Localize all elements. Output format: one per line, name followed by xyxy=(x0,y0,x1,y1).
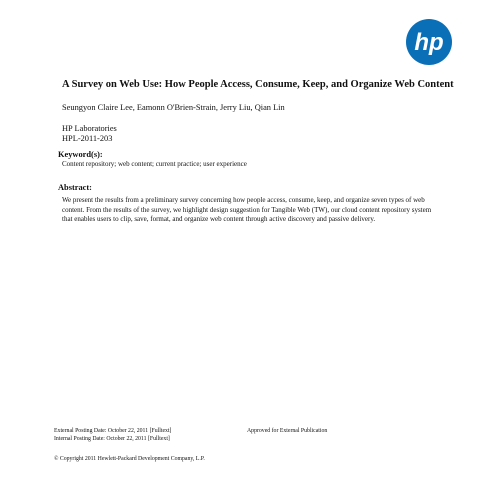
hp-logo-icon xyxy=(405,18,453,66)
paper-authors: Seungyon Claire Lee, Eamonn O'Brien-Strain, Jerry Liu, Qian Lin xyxy=(62,103,285,112)
lab-name: HP Laboratories xyxy=(62,124,117,133)
paper-title: A Survey on Web Use: How People Access, Consume, Keep, and Organize Web Content xyxy=(62,79,454,90)
keywords-text: Content repository; web content; current practice; user experience xyxy=(62,160,247,168)
abstract-heading: Abstract: xyxy=(58,183,92,192)
logo-text: hp xyxy=(414,29,444,56)
internal-posting-date: Internal Posting Date: October 22, 2011 [Fulltext] xyxy=(54,435,170,442)
posting-info xyxy=(54,428,328,443)
report-number: HPL-2011-203 xyxy=(62,134,113,143)
copyright-notice: © Copyright 2011 Hewlett-Packard Development Company, L.P. xyxy=(54,456,205,462)
external-posting-date: External Posting Date: October 22, 2011 [Fulltext] xyxy=(54,428,172,434)
abstract-text: We present the results from a preliminary survey concerning how people access, consume, keep, and organize seven types of web content. From the results of the survey, we highlight design suggestion for Tangible Web (TW), our cloud content repository system that enables users to clip, save, format, and organize web content through active discovery and passive delivery. xyxy=(62,196,432,223)
lab-info xyxy=(62,124,117,144)
keywords-heading: Keyword(s): xyxy=(58,150,103,159)
approval-status: Approved for External Publication xyxy=(247,428,328,434)
